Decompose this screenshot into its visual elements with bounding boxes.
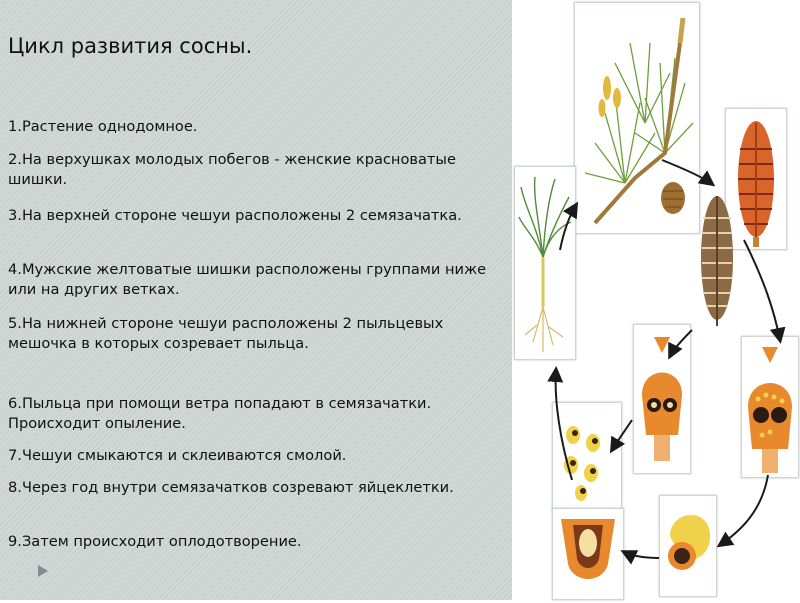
list-item [8,260,503,300]
item-text: Мужские желтоватые шишки расположены группами ниже или на других ветках. [8,261,487,298]
item-number: 6. [8,395,22,412]
item-number: 7. [8,447,22,464]
list-item [8,394,503,434]
list-item [8,446,503,466]
next-slide-icon[interactable] [38,565,48,577]
item-number: 2. [8,151,22,168]
item-text: Затем происходит оплодотворение. [21,533,302,550]
list-item [8,117,503,137]
item-number: 1. [8,118,22,135]
list-item [8,314,503,354]
item-text: На верхушках молодых побегов - женские красноватые шишки. [8,151,456,188]
item-text: На верхней стороне чешуи расположены 2 семязачатка. [21,207,462,224]
item-number: 8. [8,479,22,496]
item-text: Через год внутри семязачатков созревают яйцеклетки. [21,479,454,496]
cycle-arrows [512,0,800,600]
list-item [8,150,503,190]
item-text: Пыльца при помощи ветра попадают в семязачатки. Происходит опыление. [8,395,432,432]
illustration-panel [512,0,800,600]
item-text: На нижней стороне чешуи расположены 2 пыльцевых мешочка в которых созревает пыльца. [8,315,444,352]
item-text: Чешуи смыкаются и склеиваются смолой. [21,447,347,464]
list-item [8,532,503,552]
list-item [8,478,503,498]
item-text: Растение однодомное. [21,118,198,135]
item-number: 3. [8,207,22,224]
list-item [8,206,503,226]
item-number: 5. [8,315,22,332]
item-number: 9. [8,533,22,550]
item-number: 4. [8,261,22,278]
slide-title: Цикл развития сосны. [8,34,253,58]
